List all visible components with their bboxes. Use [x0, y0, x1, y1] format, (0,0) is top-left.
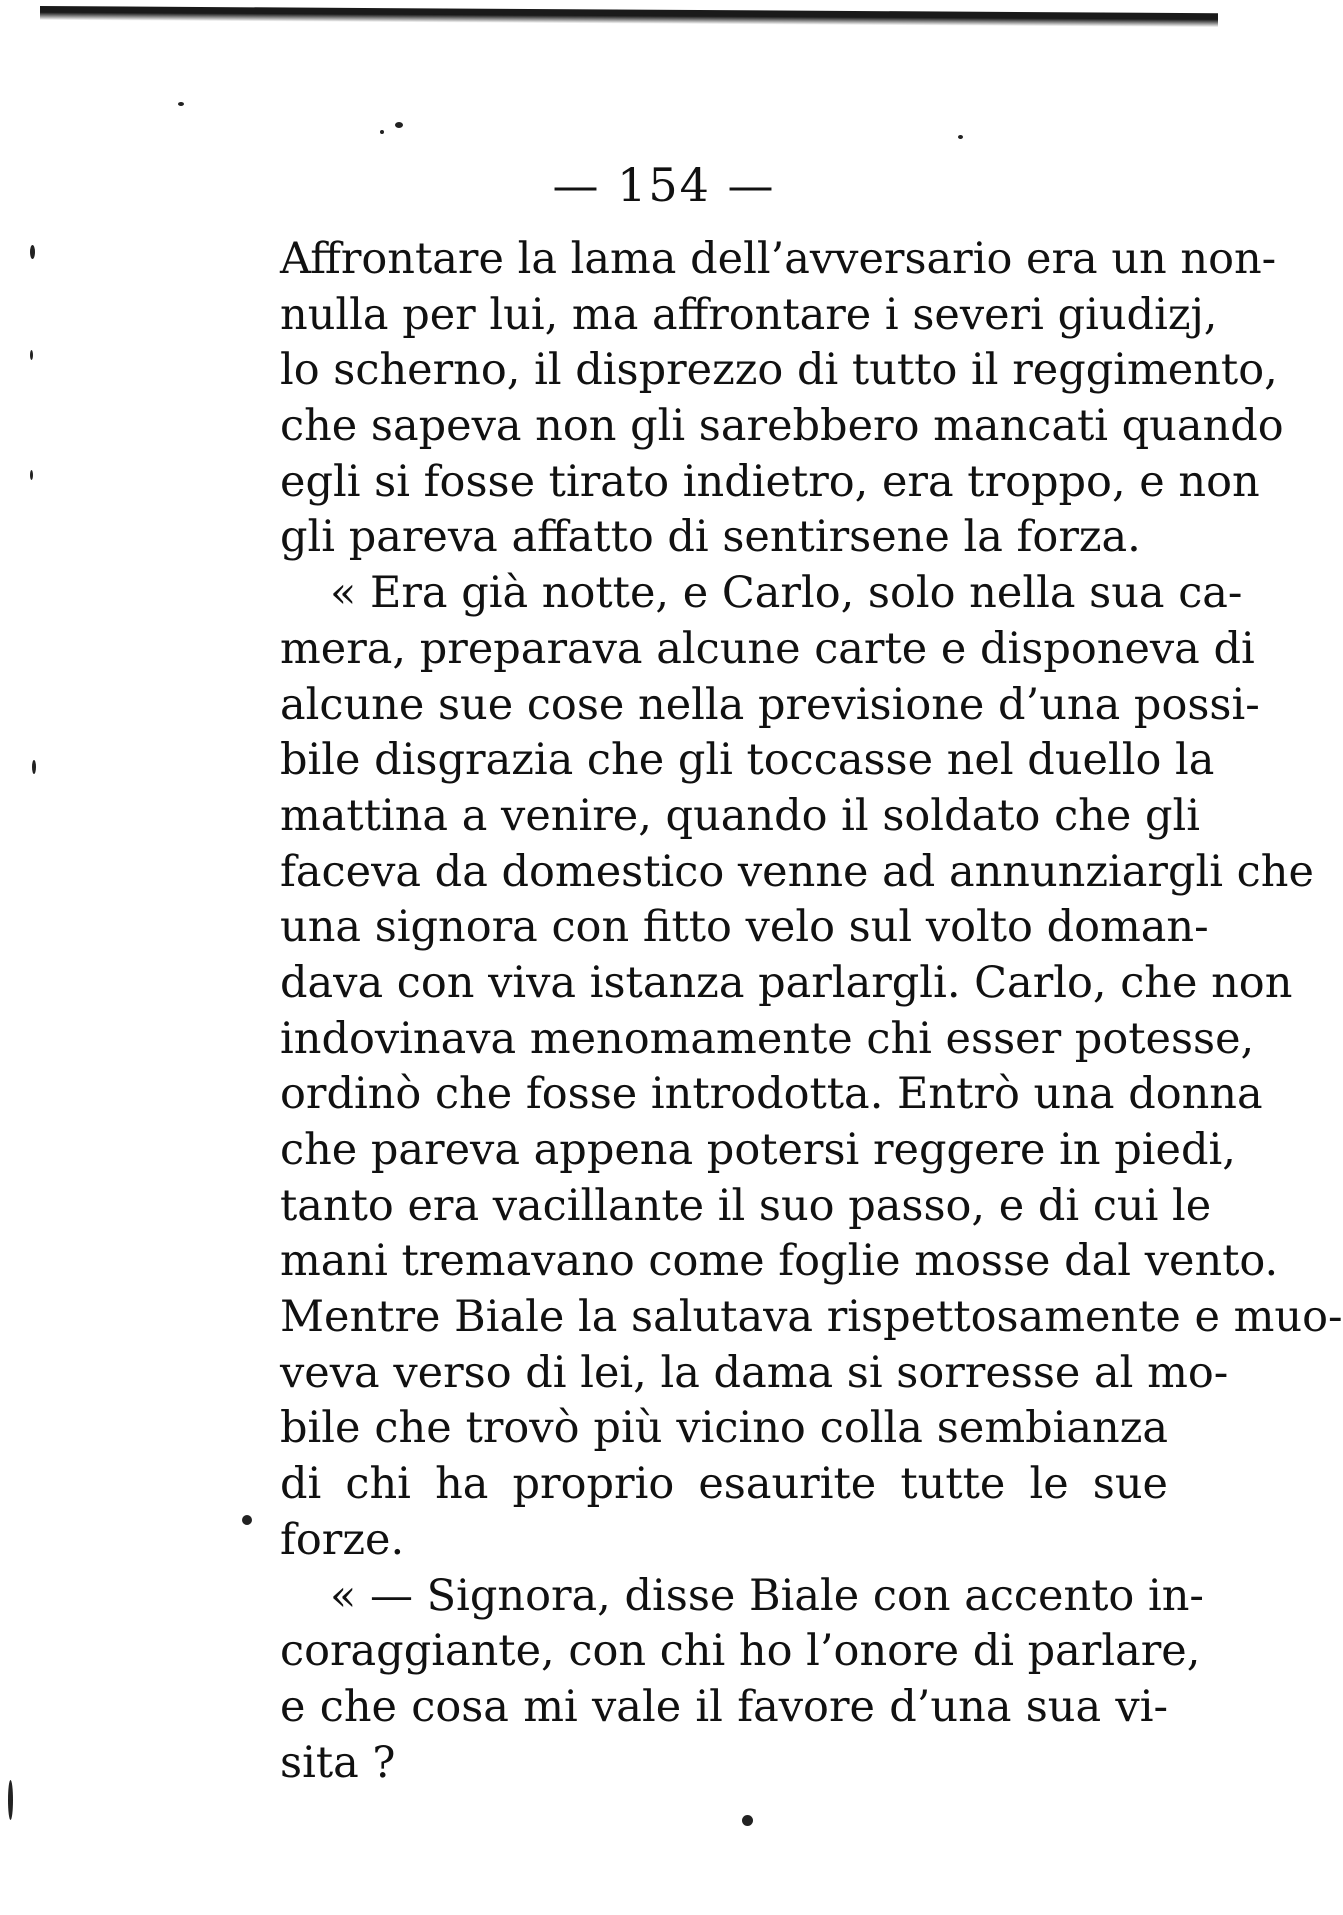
text-line: sita ?: [280, 1737, 396, 1788]
scan-speck: [30, 470, 33, 480]
scan-speck: [178, 102, 184, 106]
text-line: alcune sue cose nella previsione d’una possi-: [280, 679, 1260, 730]
text-line: tanto era vacillante il suo passo, e di cui le: [280, 1180, 1212, 1231]
text-line: mera, preparava alcune carte e disponeva di: [280, 623, 1255, 674]
text-line: mattina a venire, quando il soldato che gli: [280, 790, 1200, 841]
scan-speck: [30, 245, 35, 259]
scan-speck: [32, 760, 36, 774]
text-line: che sapeva non gli sarebbero mancati quando: [280, 401, 1284, 452]
text-line: dava con viva istanza parlargli. Carlo, che non: [280, 957, 1293, 1008]
text-line: mani tremavano come foglie mosse dal vento.: [280, 1236, 1279, 1287]
page-number: — 154 —: [552, 158, 776, 212]
text-line: « Era già notte, e Carlo, solo nella sua ca-: [330, 568, 1243, 619]
text-line: forze.: [280, 1514, 405, 1565]
text-line: una signora con fitto velo sul volto doman-: [280, 902, 1209, 953]
text-line: che pareva appena potersi reggere in piedi,: [280, 1125, 1236, 1175]
page-text: [280, 232, 1343, 1791]
text-line: Mentre Biale la salutava rispettosamente e muo-: [280, 1292, 1343, 1343]
text-line: veva verso di lei, la dama si sorresse al mo-: [280, 1347, 1229, 1398]
text-line: coraggiante, con chi ho l’onore di parlare,: [280, 1626, 1201, 1677]
text-line: Affrontare la lama dell’avversario era un non-: [280, 234, 1277, 284]
text-line: di chi ha proprio esaurite tutte le sue: [280, 1459, 1168, 1510]
top-border-rule: [40, 6, 1218, 27]
scan-speck: [380, 130, 384, 134]
scan-speck: [395, 122, 403, 128]
text-line: lo scherno, il disprezzo di tutto il reggimento,: [280, 345, 1278, 396]
scan-speck: [742, 1815, 753, 1826]
scan-speck: [8, 1780, 13, 1820]
scan-speck: [958, 135, 963, 139]
text-line: faceva da domestico venne ad annunziargli che: [280, 846, 1314, 897]
text-line: « — Signora, disse Biale con accento in-: [330, 1570, 1204, 1621]
text-line: nulla per lui, ma affrontare i severi giudizj,: [280, 289, 1218, 340]
text-line: indovinava menomamente chi esser potesse,: [280, 1013, 1255, 1064]
scan-speck: [30, 350, 33, 360]
scan-speck: [242, 1515, 252, 1525]
text-line: e che cosa mi vale il favore d’una sua vi-: [280, 1681, 1168, 1732]
text-line: bile disgrazia che gli toccasse nel duello la: [280, 735, 1215, 786]
text-line: gli pareva affatto di sentirsene la forza.: [280, 512, 1141, 563]
text-line: ordinò che fosse introdotta. Entrò una donna: [280, 1069, 1263, 1120]
text-line: egli si fosse tirato indietro, era troppo, e non: [280, 456, 1260, 507]
text-line: bile che trovò più vicino colla sembianza: [280, 1403, 1168, 1454]
